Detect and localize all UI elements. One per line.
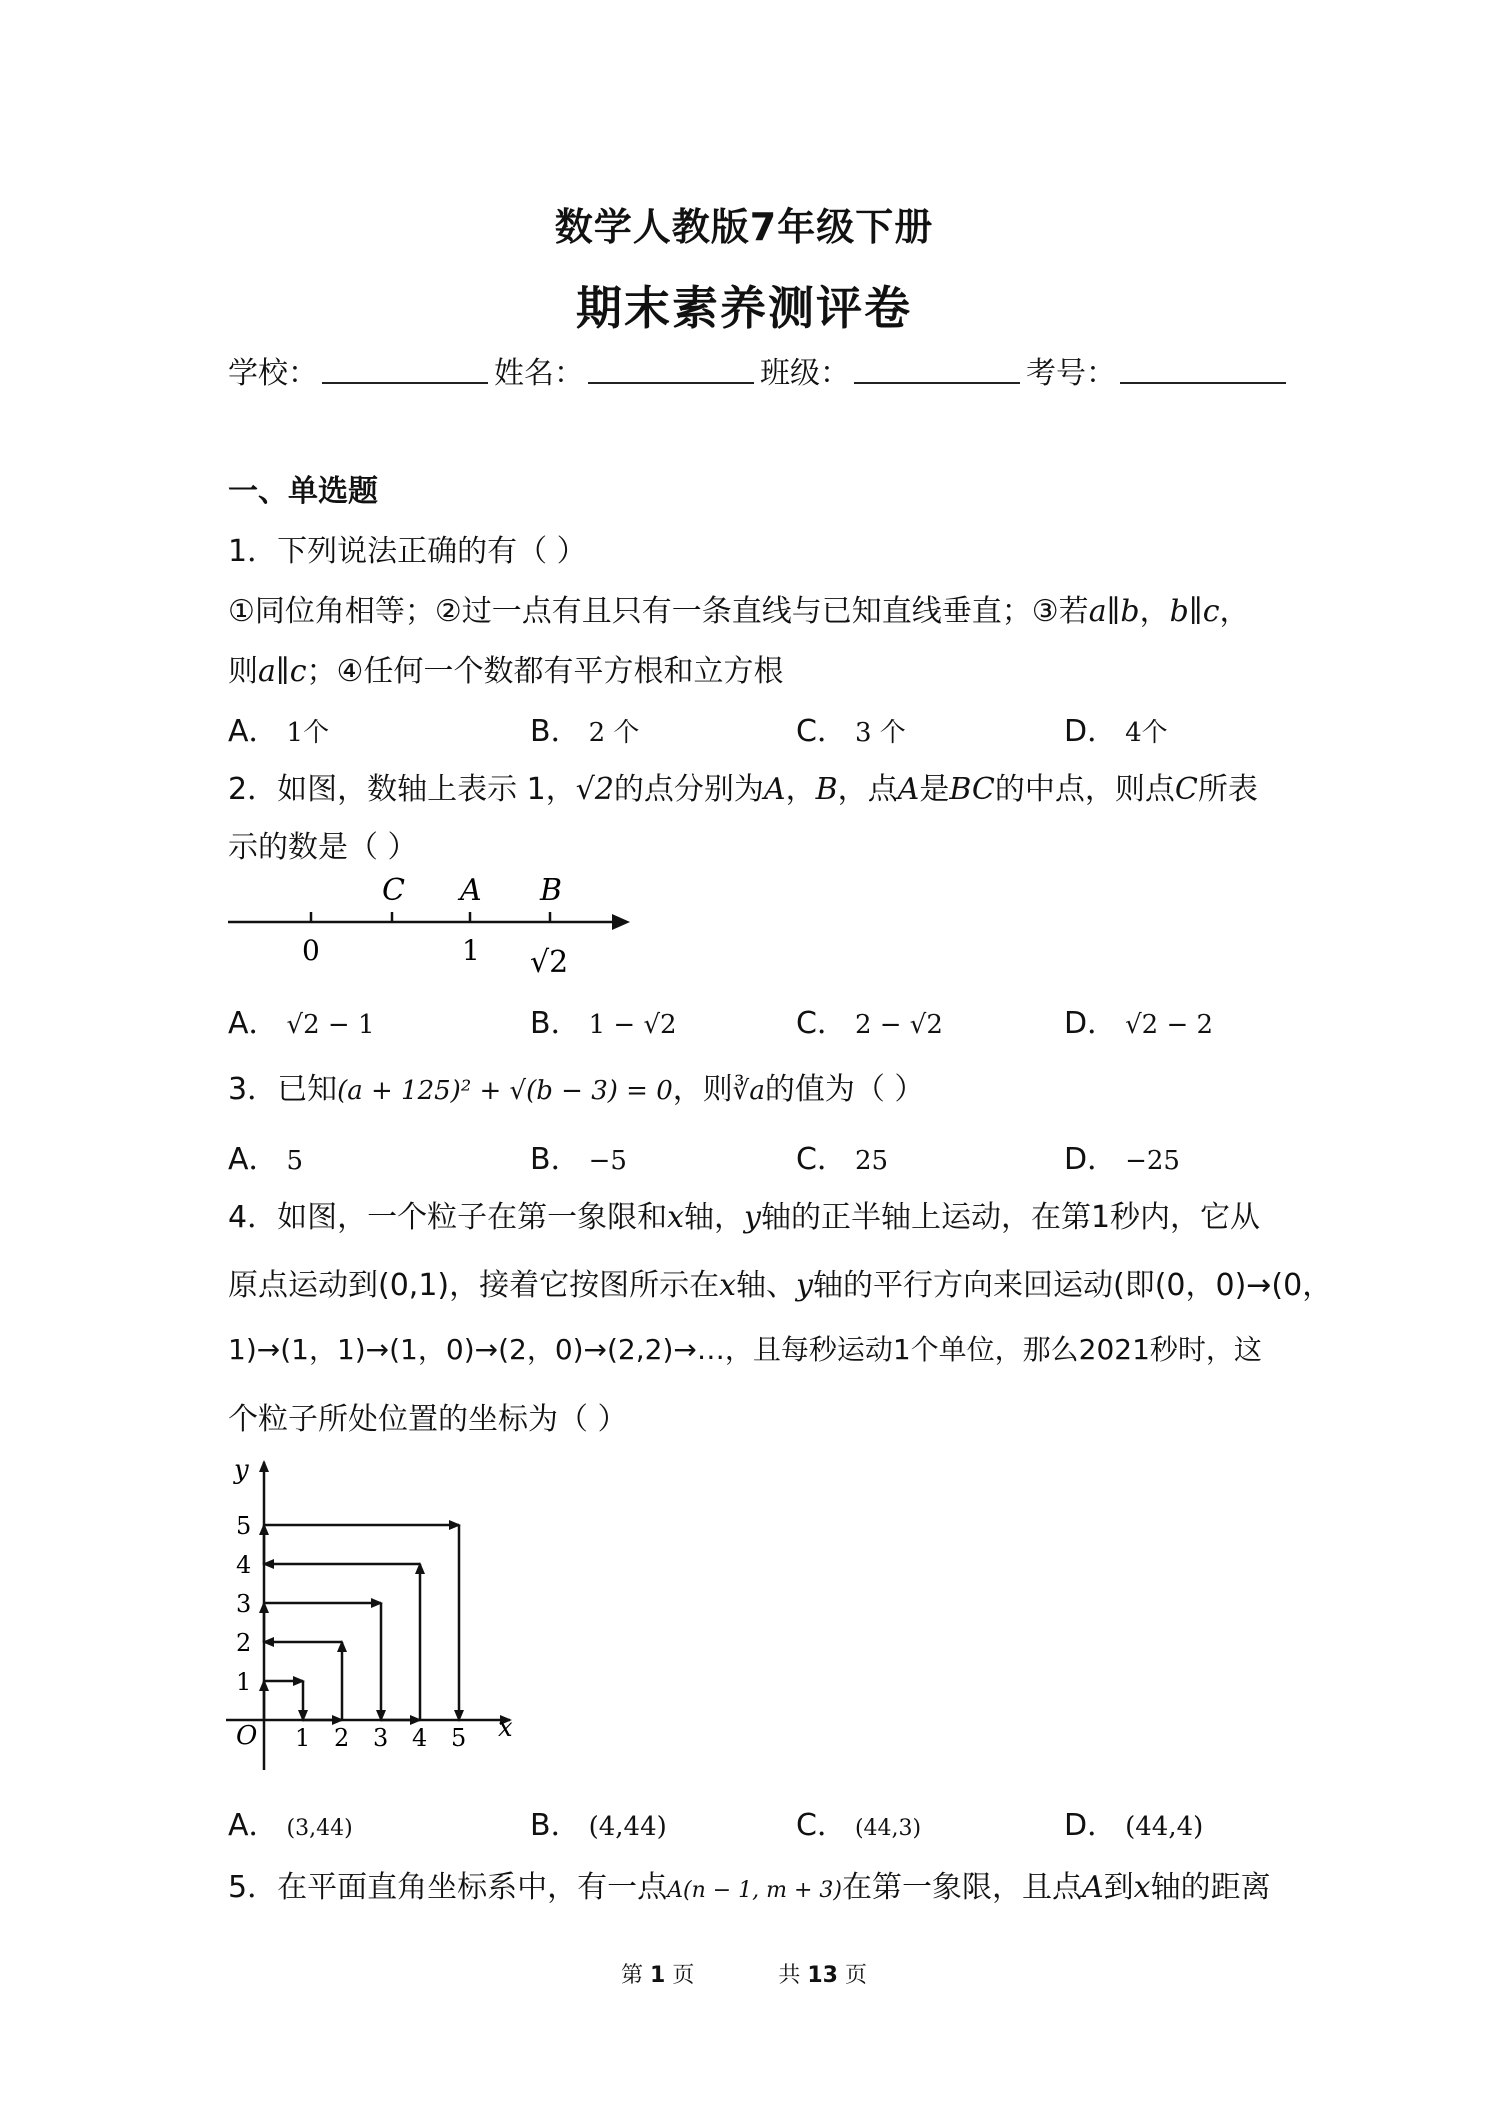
label-a: A [460, 873, 482, 908]
q4-line2: 原点运动到(0,1)，接着它按图所示在x轴、y轴的平行方向来回运动(即(0，0)→(0， [228, 1268, 1333, 1303]
document-subtitle: 期末素养测评卷 [576, 281, 912, 335]
q2-number-line [220, 868, 640, 980]
student-info-row [228, 348, 1292, 392]
x-tick-label: 3 [373, 1724, 389, 1752]
label-zero: 0 [302, 934, 320, 967]
q1-option-c: C． 3 个 [796, 714, 906, 749]
y-tick-label: 4 [236, 1551, 252, 1579]
class-label: 班级： [760, 356, 850, 391]
q3-option-c: C． 25 [796, 1142, 889, 1177]
q3-option-d: D． −25 [1064, 1142, 1180, 1177]
q1-option-d: D． 4个 [1064, 714, 1168, 749]
label-c: C [382, 873, 405, 908]
q2-line2: 示的数是（ ） [228, 830, 418, 865]
exam-number-blank [1120, 348, 1286, 384]
q3-option-b: B． −5 [530, 1142, 627, 1177]
y-tick-label: 5 [236, 1512, 252, 1540]
y-tick-label: 1 [236, 1668, 252, 1696]
x-tick-label: 2 [334, 1724, 350, 1752]
q4-option-b: B． (4,44) [530, 1808, 667, 1843]
q2-option-d: D． √2 − 2 [1064, 1006, 1214, 1041]
x-tick-label: 5 [451, 1724, 467, 1752]
q4-option-a: A． (3,44) [228, 1808, 353, 1843]
page-footer: 第 1 页 共 13 页 [621, 1963, 867, 1988]
q1-stem: 1．下列说法正确的有（ ） [228, 534, 587, 569]
q4-line1: 4．如图，一个粒子在第一象限和x轴，y轴的正半轴上运动，在第1秒内，它从 [228, 1200, 1261, 1235]
q3-option-a: A． 5 [228, 1142, 304, 1177]
q1-option-b: B． 2 个 [530, 714, 640, 749]
name-label: 姓名： [494, 356, 584, 391]
q2-option-c: C． 2 − √2 [796, 1006, 943, 1041]
label-one: 1 [462, 934, 480, 967]
y-tick-labels [236, 1512, 251, 1696]
q2-option-a: A． √2 − 1 [228, 1006, 375, 1041]
q1-line3: 则a∥c；④任何一个数都有平方根和立方根 [228, 654, 784, 689]
q4-option-d: D． (44,4) [1064, 1808, 1204, 1843]
x-tick-labels [295, 1724, 466, 1752]
section-title: 一、单选题 [228, 474, 378, 509]
y-tick-label: 2 [236, 1629, 252, 1657]
number-line-arrow [612, 914, 630, 930]
document-title: 数学人教版7年级下册 [554, 205, 934, 249]
q1-line2: ①同位角相等；②过一点有且只有一条直线与已知直线垂直；③若a∥b，b∥c， [228, 594, 1250, 629]
origin-label: O [236, 1721, 258, 1751]
x-axis-label: x [498, 1713, 513, 1743]
path-arrows [226, 1462, 510, 1770]
y-tick-label: 3 [236, 1590, 252, 1618]
q4-option-c: C． (44,3) [796, 1808, 922, 1843]
exam-number-label: 考号： [1026, 356, 1116, 391]
q4-line4: 个粒子所处位置的坐标为（ ） [228, 1402, 628, 1437]
label-root2: √2 [530, 945, 569, 980]
q5-line1: 5．在平面直角坐标系中，有一点A(n − 1, m + 3)在第一象限，且点A到x轴的距离 [228, 1870, 1271, 1905]
q2-option-b: B． 1 − √2 [530, 1006, 677, 1041]
school-label: 学校： [228, 356, 318, 391]
label-b: B [540, 873, 563, 908]
q3-stem: 3．已知(a + 125)² + √(b − 3) = 0，则∛a的值为（ ） [228, 1072, 925, 1107]
class-blank [854, 348, 1020, 384]
x-tick-label: 1 [295, 1724, 311, 1752]
name-blank [588, 348, 754, 384]
x-tick-label: 4 [412, 1724, 428, 1752]
q4-line3: 1)→(1，1)→(1，0)→(2，0)→(2,2)→…，且每秒运动1个单位，那么2021秒时，这 [228, 1333, 1262, 1366]
q4-grid-figure [222, 1454, 532, 1774]
school-blank [322, 348, 488, 384]
y-axis-label: y [234, 1455, 249, 1485]
q2-stem: 2．如图，数轴上表示 1，√2的点分别为A，B，点A是BC的中点，则点C所表 [228, 772, 1258, 807]
q1-option-a: A． 1个 [228, 714, 330, 749]
